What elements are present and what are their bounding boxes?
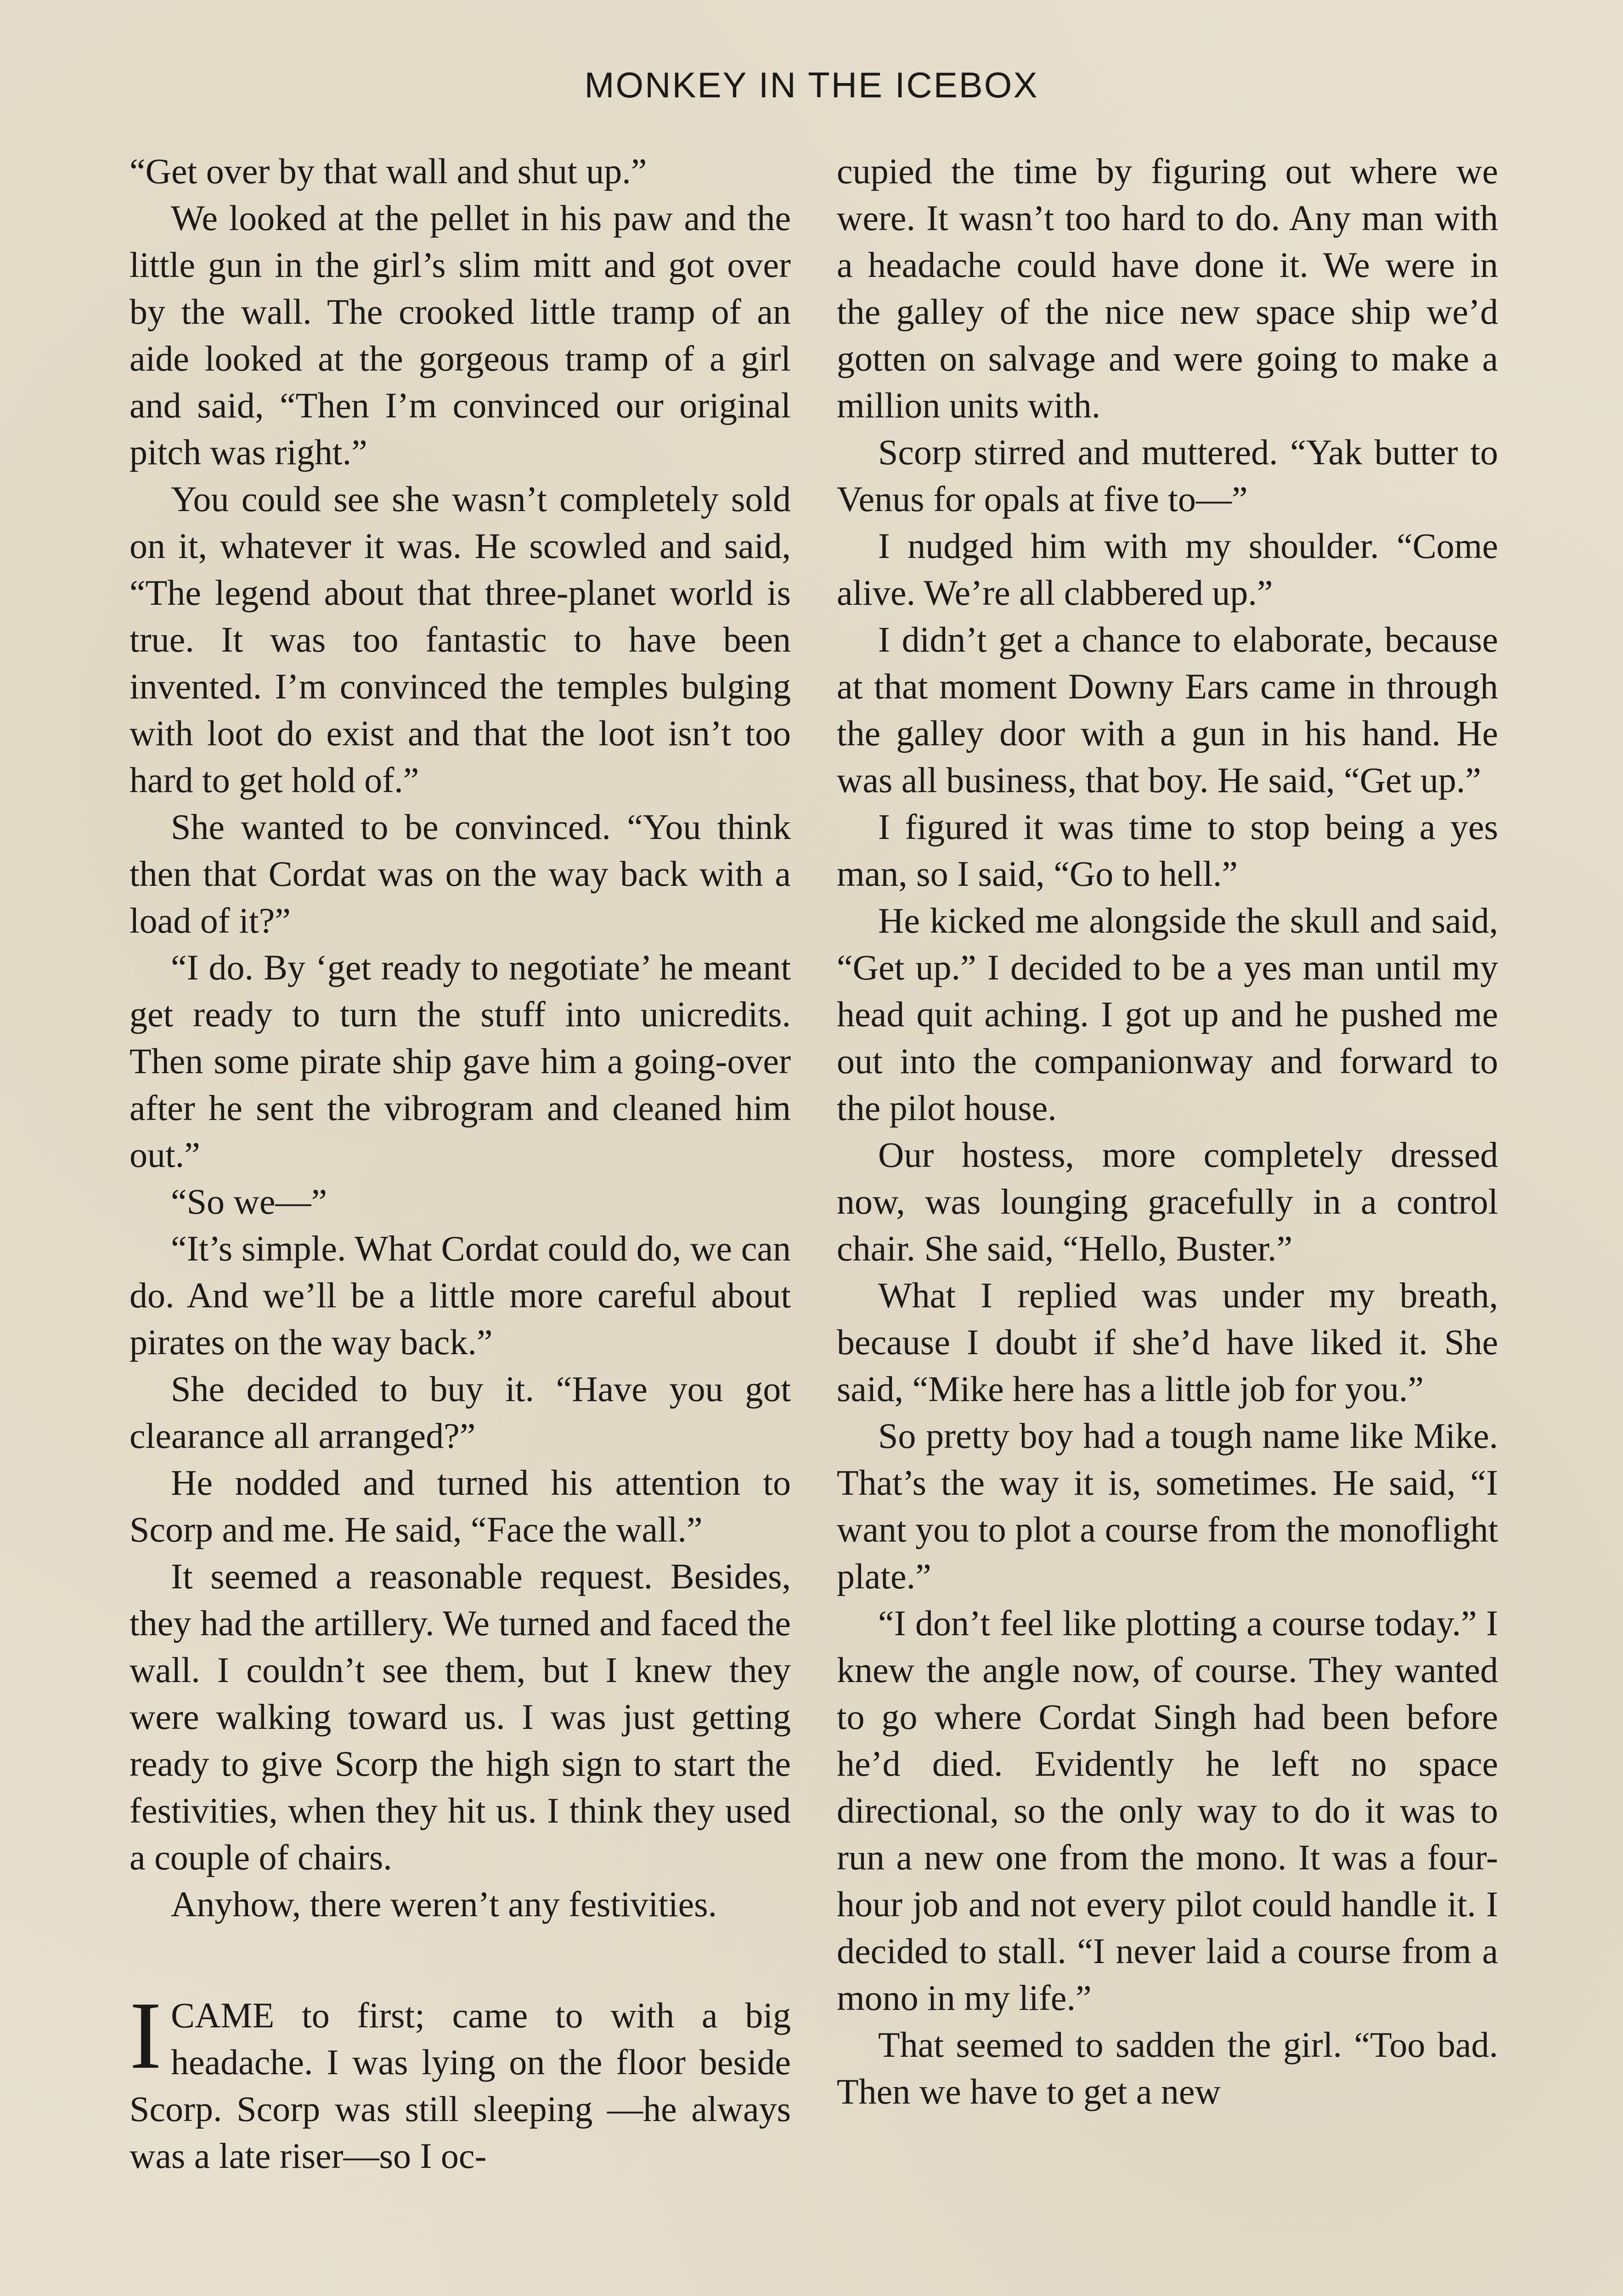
- paragraph: I nudged him with my shoulder. “Come alive. We’re all clabbered up.”: [837, 526, 1498, 613]
- paragraph: Our hostess, more completely dressed now, was lounging gracefully in a control chair. She said, “Hello, Buster.”: [837, 1135, 1498, 1268]
- paragraph: She decided to buy it. “Have you got clearance all arranged?”: [130, 1369, 791, 1456]
- paragraph: Scorp stirred and muttered. “Yak butter to Venus for opals at five to—”: [837, 432, 1498, 519]
- paragraph: “Get over by that wall and shut up.”: [130, 151, 647, 191]
- paragraph: “I don’t feel like plotting a course today.” I knew the angle now, of course. They wanted to go where Cordat Singh had been before he’d died. Evidently he left no space directional, so the only way to do it was to run a new one from the mono. It was a four-hour job and not every pilot could handle it. I decided to stall. “I never laid a course from a mono in my life.”: [837, 1603, 1498, 2018]
- paragraph: “It’s simple. What Cordat could do, we can do. And we’ll be a little more careful about pirates on the way back.”: [130, 1228, 791, 1362]
- section-opening-text: CAME to first; came to with a big headache. I was lying on the floor beside Scorp. Scorp was still sleeping —he always was a late riser—so I oc-: [130, 1995, 791, 2176]
- drop-cap: I: [130, 1982, 162, 2089]
- paragraph: We looked at the pellet in his paw and the little gun in the girl’s slim mitt and got over by the wall. The crooked little tramp of an aide looked at the gorgeous tramp of a girl and said, “Then I’m convinced our original pitch was right.”: [130, 198, 791, 472]
- paragraph: It seemed a reasonable request. Besides, they had the artillery. We turned and faced the wall. I couldn’t see them, but I knew they were walking toward us. I was just getting ready to give Scorp the high sign to start the festivities, when they hit us. I think they used a couple of chairs.: [130, 1556, 791, 1877]
- running-head: MONKEY IN THE ICEBOX: [584, 65, 1039, 105]
- paragraph: “I do. By ‘get ready to negotiate’ he meant get ready to turn the stuff into unicredits. Then some pirate ship gave him a going-over after he sent the vibrogram and cleaned him out.”: [130, 947, 791, 1175]
- paragraph: You could see she wasn’t completely sold on it, whatever it was. He scowled and said, “The legend about that three-planet world is true. It was too fantastic to have been invented. I’m convinced the temples bulging with loot do exist and that the loot isn’t too hard to get hold of.”: [130, 479, 791, 800]
- right-column: [837, 148, 1498, 2115]
- paragraph: He nodded and turned his attention to Scorp and me. He said, “Face the wall.”: [130, 1463, 791, 1549]
- paragraph: So pretty boy had a tough name like Mike. That’s the way it is, sometimes. He said, “I want you to plot a course from the monoflight plate.”: [837, 1416, 1498, 1596]
- section-opening-paragraph: [130, 1982, 791, 2179]
- paragraph: Anyhow, there weren’t any festivities.: [171, 1884, 717, 1924]
- left-column: [130, 148, 791, 2179]
- paragraph: I didn’t get a chance to elaborate, because at that moment Downy Ears came in through the galley door with a gun in his hand. He was all business, that boy. He said, “Get up.”: [837, 619, 1498, 800]
- paragraph: cupied the time by figuring out where we were. It wasn’t too hard to do. Any man with a headache could have done it. We were in the galley of the nice new space ship we’d gotten on salvage and were going to make a million units with.: [837, 151, 1498, 425]
- paragraph: I figured it was time to stop being a yes man, so I said, “Go to hell.”: [837, 807, 1498, 894]
- paragraph: “So we—”: [171, 1182, 327, 1221]
- paragraph: He kicked me alongside the skull and said, “Get up.” I decided to be a yes man until my head quit aching. I got up and he pushed me out into the companionway and forward to the pilot house.: [837, 900, 1498, 1128]
- paragraph: What I replied was under my breath, because I doubt if she’d have liked it. She said, “Mike here has a little job for you.”: [837, 1275, 1498, 1409]
- paragraph: She wanted to be convinced. “You think then that Cordat was on the way back with a load of it?”: [130, 807, 791, 940]
- paragraph: That seemed to sadden the girl. “Too bad. Then we have to get a new: [837, 2025, 1498, 2111]
